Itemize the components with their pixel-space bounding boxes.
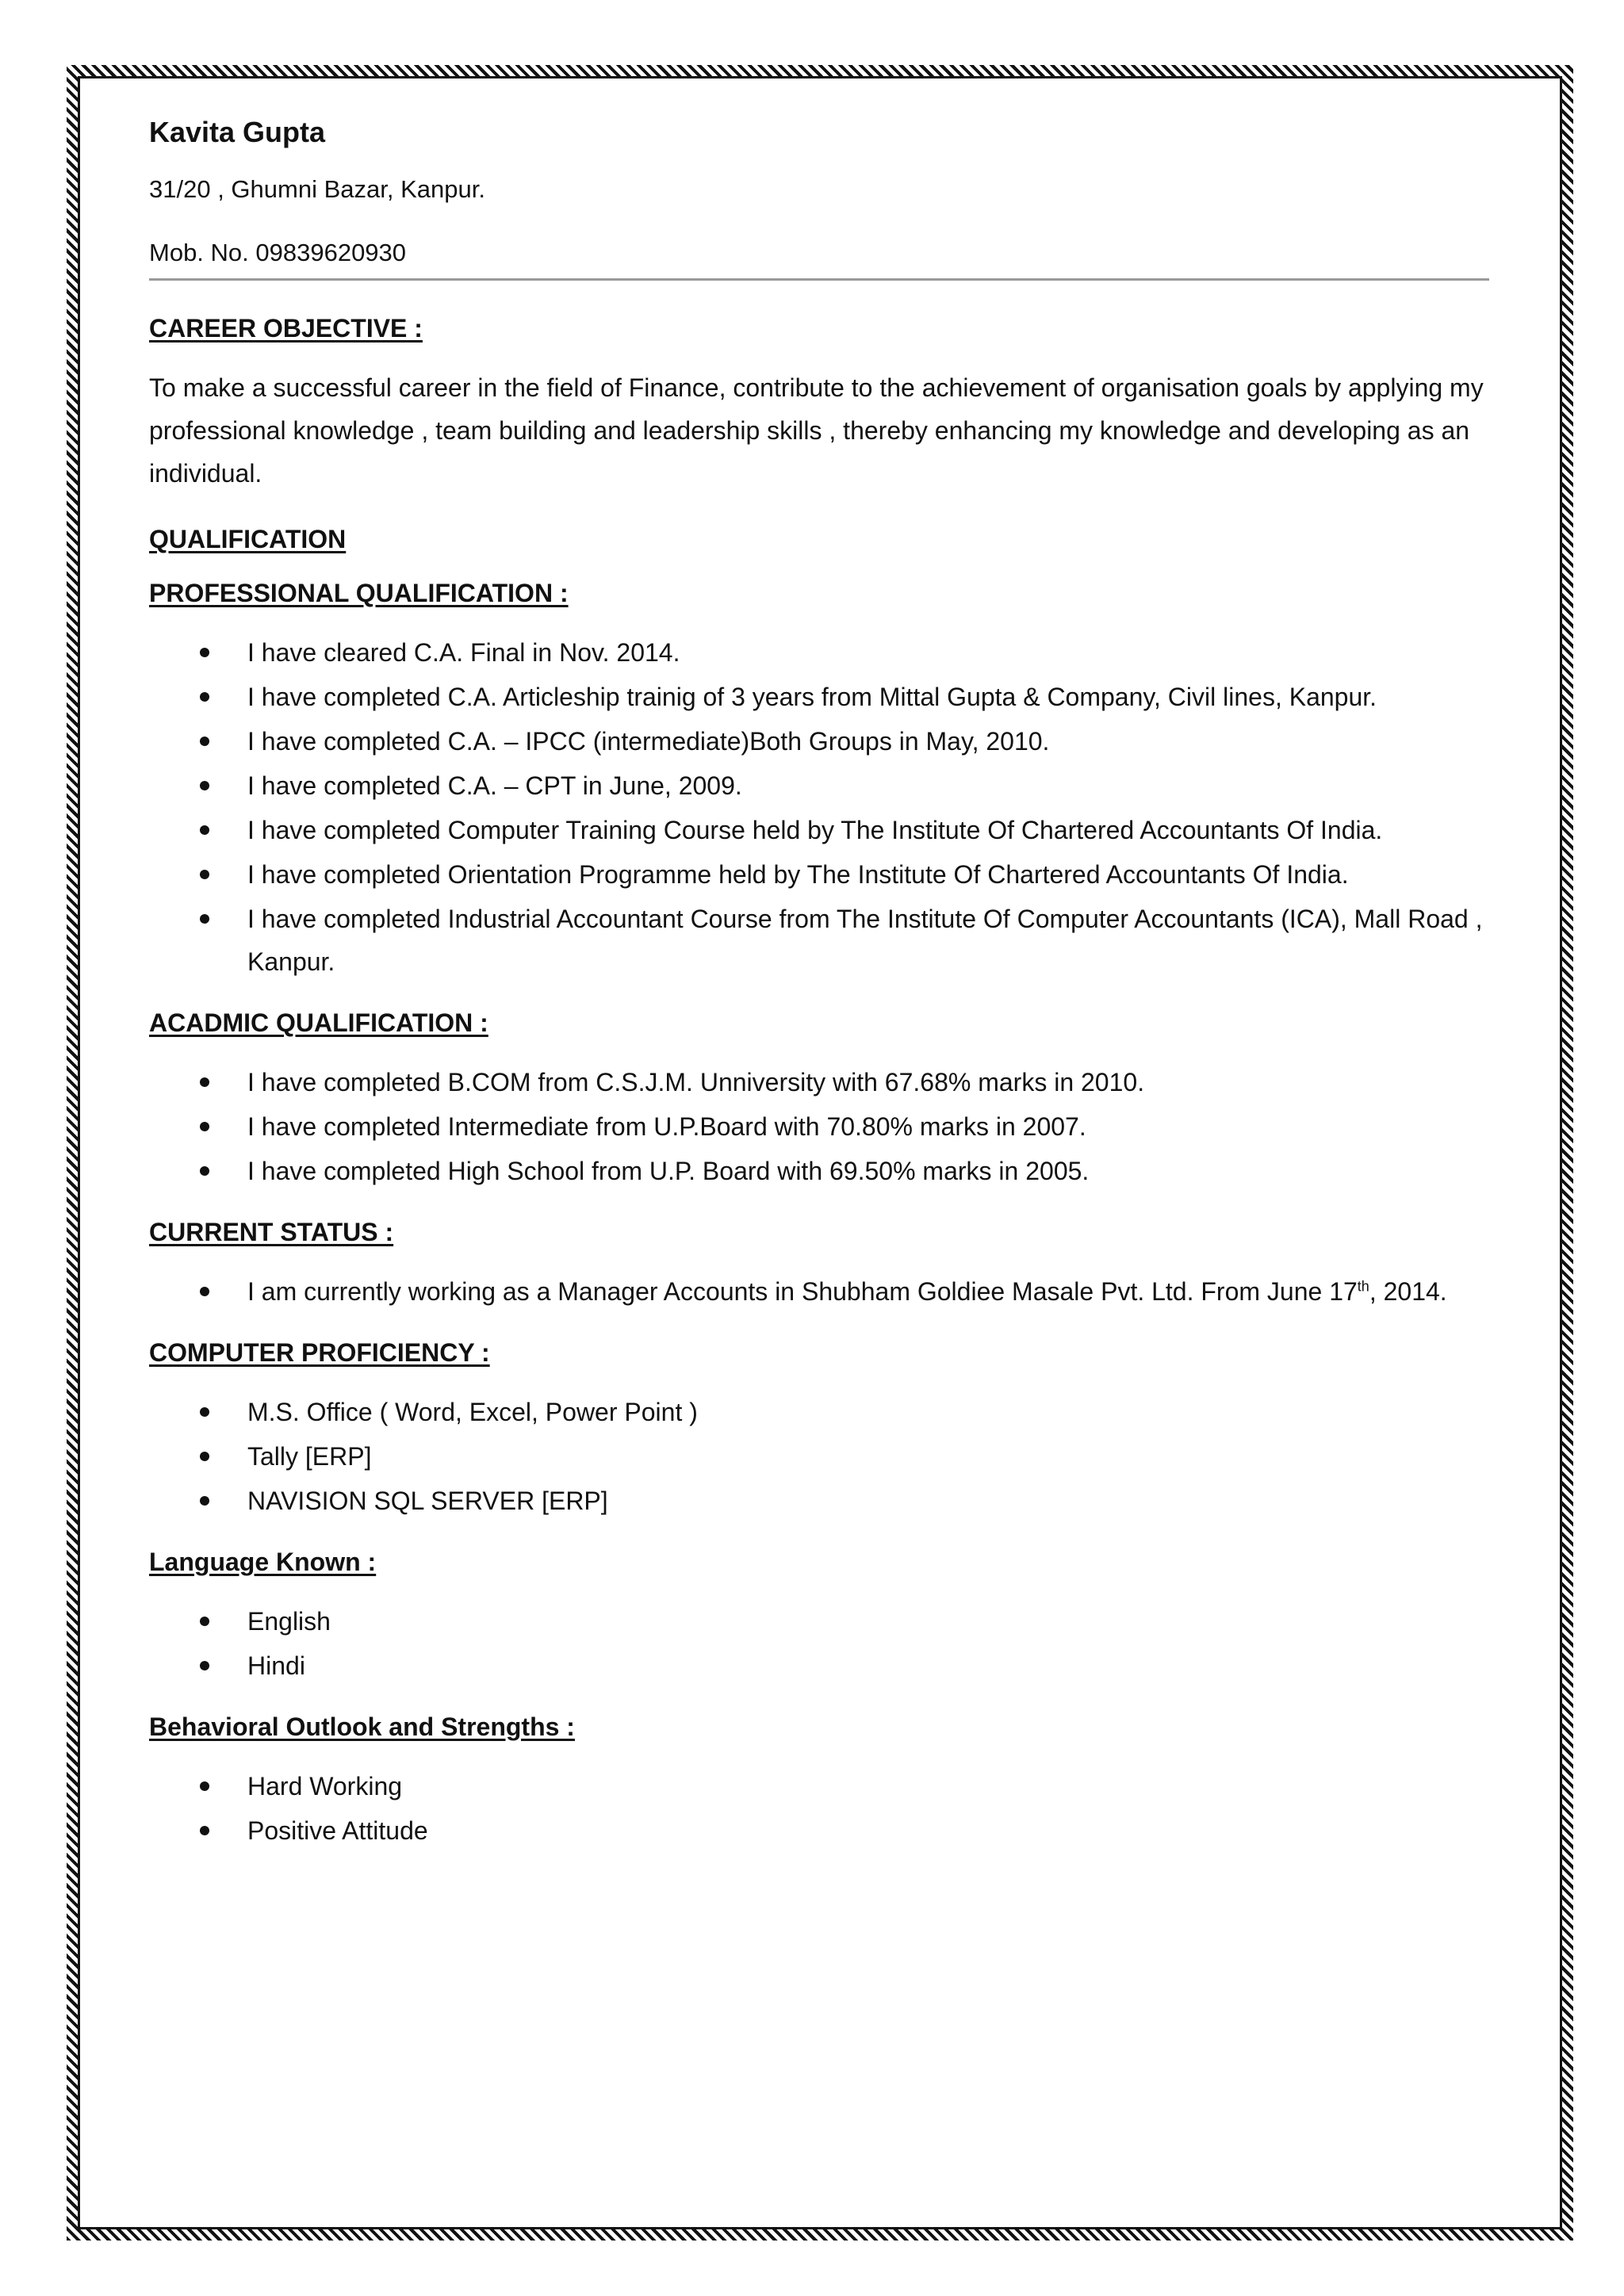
professional-qualification-heading: PROFESSIONAL QUALIFICATION : [149,579,569,607]
header-divider [149,278,1489,281]
current-status-text-end: , 2014. [1369,1277,1447,1306]
bullet-icon [200,1287,209,1296]
bullet-icon [200,1407,209,1417]
list-item [149,720,1489,763]
bullet-icon [200,1661,209,1670]
current-status-heading: CURRENT STATUS : [149,1218,394,1246]
list-item-text: I have completed B.COM from C.S.J.M. Unniversity with 67.68% marks in 2010. [247,1068,1145,1096]
list-item-text: Hindi [247,1651,305,1680]
bullet-icon [200,648,209,657]
list-item [149,1270,1489,1313]
list-item [149,897,1489,983]
career-objective-heading: CAREER OBJECTIVE : [149,314,423,342]
list-item-text: I have completed Intermediate from U.P.Board with 70.80% marks in 2007. [247,1112,1086,1141]
bullet-icon [200,1617,209,1626]
list-item-text: I have completed C.A. – IPCC (intermediate)Both Groups in May, 2010. [247,727,1050,756]
list-item [149,631,1489,674]
bullet-icon [200,1166,209,1176]
bullet-icon [200,737,209,746]
mobile-line: Mob. No. 09839620930 [149,239,407,266]
academic-qualification-list [149,1061,1489,1192]
academic-qualification-heading: ACADMIC QUALIFICATION : [149,1008,488,1037]
list-item [149,675,1489,718]
resume-content [149,115,1489,1876]
languages-heading: Language Known : [149,1548,377,1576]
bullet-icon [200,1781,209,1791]
bullet-icon [200,781,209,790]
list-item [149,1061,1489,1104]
list-item [149,1809,1489,1852]
computer-proficiency-list [149,1391,1489,1522]
bullet-icon [200,1452,209,1461]
list-item [149,1105,1489,1148]
bullet-icon [200,870,209,879]
current-status-text: I am currently working as a Manager Accounts in Shubham Goldiee Masale Pvt. Ltd. From June 17 [247,1277,1358,1306]
list-item-text: NAVISION SQL SERVER [ERP] [247,1487,608,1515]
candidate-name: Kavita Gupta [149,116,326,148]
bullet-icon [200,692,209,702]
list-item-text: I have completed Orientation Programme held by The Institute Of Chartered Accountants Of India. [247,860,1349,889]
bullet-icon [200,825,209,835]
list-item [149,1479,1489,1522]
qualification-heading: QUALIFICATION [149,525,347,553]
address-line: 31/20 , Ghumni Bazar, Kanpur. [149,175,485,203]
bullet-icon [200,1077,209,1087]
list-item [149,1435,1489,1478]
career-objective-text: To make a successful career in the field of Finance, contribute to the achievement of organisation goals by applying my professional knowledge , team building and leadership skills , thereby enhancing my knowledge and developing as an individual. [149,373,1484,488]
list-item [149,764,1489,807]
computer-proficiency-heading: COMPUTER PROFICIENCY : [149,1338,490,1367]
professional-qualification-list [149,631,1489,983]
list-item-text: I have completed C.A. – CPT in June, 2009. [247,771,742,800]
strengths-list [149,1765,1489,1852]
list-item-text: English [247,1607,331,1636]
list-item-text: I have completed C.A. Articleship trainig of 3 years from Mittal Gupta & Company, Civil lines, Kanpur. [247,683,1377,711]
bullet-icon [200,1826,209,1835]
list-item [149,1600,1489,1643]
list-item-text: I have completed High School from U.P. Board with 69.50% marks in 2005. [247,1157,1090,1185]
list-item [149,853,1489,896]
list-item [149,809,1489,851]
strengths-heading: Behavioral Outlook and Strengths : [149,1712,575,1741]
bullet-icon [200,1122,209,1131]
list-item [149,1391,1489,1433]
bullet-icon [200,914,209,924]
list-item [149,1765,1489,1808]
languages-list [149,1600,1489,1687]
list-item [149,1644,1489,1687]
list-item-text: Positive Attitude [247,1816,428,1845]
list-item-text: Hard Working [247,1772,403,1800]
current-status-list [149,1270,1489,1313]
list-item-text: I have completed Industrial Accountant Course from The Institute Of Computer Accountants (ICA), Mall Road , Kanpur. [247,905,1483,976]
list-item-text: I have completed Computer Training Course held by The Institute Of Chartered Accountants Of India. [247,816,1383,844]
ordinal-suffix: th [1357,1278,1369,1295]
list-item [149,1150,1489,1192]
bullet-icon [200,1496,209,1506]
list-item-text: I have cleared C.A. Final in Nov. 2014. [247,638,680,667]
list-item-text: Tally [ERP] [247,1442,372,1471]
list-item-text: M.S. Office ( Word, Excel, Power Point ) [247,1398,698,1426]
